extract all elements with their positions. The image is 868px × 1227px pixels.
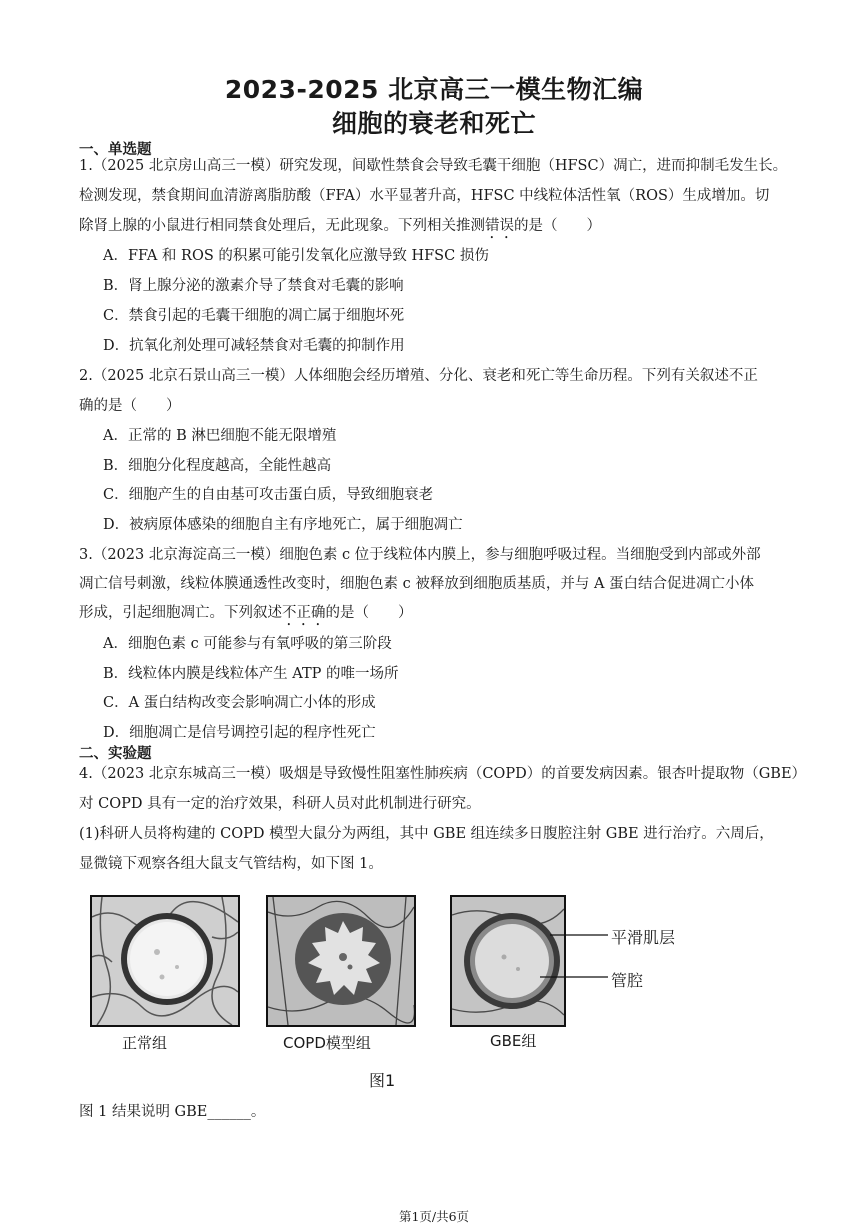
q2-stem-line1: 2.（2025 北京石景山高三一模）人体细胞会经历增殖、分化、衰老和死亡等生命历程。下列有关叙述不正 bbox=[79, 368, 758, 384]
q1-stem-tail: 的是（ ） bbox=[514, 218, 601, 234]
q3-stem-tail: 的是（ ） bbox=[325, 605, 413, 621]
q3-stem-line2: 凋亡信号刺激，线粒体膜通透性改变时，细胞色素 c 被释放到细胞质基质，并与 A 蛋白结合促进凋亡小体 bbox=[79, 576, 755, 592]
q1-stem-line3 bbox=[79, 214, 601, 242]
label-smooth-muscle: 平滑肌层 bbox=[611, 928, 676, 947]
q2-option-a: A．正常的 B 淋巴细胞不能无限增殖 bbox=[103, 428, 337, 444]
label-copd-group: COPD模型组 bbox=[283, 1034, 371, 1052]
q1-stem-line1: 1.（2025 北京房山高三一模）研究发现，间歇性禁食会导致毛囊干细胞（HFSC）凋亡，进而抑制毛发生长。 bbox=[79, 158, 788, 174]
q4-answer-line: 图 1 结果说明 GBE______。 bbox=[79, 1104, 266, 1120]
page-title: 2023-2025 北京高三一模生物汇编 bbox=[224, 75, 644, 104]
page-subtitle: 细胞的衰老和死亡 bbox=[331, 109, 536, 138]
q3-emphasis: 不正确 bbox=[282, 605, 326, 621]
q4-stem-line2: 对 COPD 具有一定的治疗效果，科研人员对此机制进行研究。 bbox=[79, 796, 481, 812]
micrograph-copd bbox=[266, 895, 416, 1027]
label-lumen: 管腔 bbox=[611, 971, 644, 990]
q3-stem-text: 形成，引起细胞凋亡。下列叙述 bbox=[79, 605, 282, 621]
q3-option-d: D．细胞凋亡是信号调控引起的程序性死亡 bbox=[103, 725, 376, 741]
micrograph-normal bbox=[90, 895, 240, 1027]
q3-option-c: C．A 蛋白结构改变会影响凋亡小体的形成 bbox=[103, 695, 376, 711]
page-number: 第1页/共6页 bbox=[398, 1209, 470, 1224]
q4-stem-line1: 4.（2023 北京东城高三一模）吸烟是导致慢性阻塞性肺疾病（COPD）的首要发病因素。银杏叶提取物（GBE） bbox=[79, 766, 807, 782]
q4-stem-line3: (1)科研人员将构建的 COPD 模型大鼠分为两组，其中 GBE 组连续多日腹腔注射 GBE 进行治疗。六周后， bbox=[79, 826, 774, 842]
q1-stem-line2: 检测发现，禁食期间血清游离脂肪酸（FFA）水平显著升高，HFSC 中线粒体活性氧（ROS）生成增加。切 bbox=[79, 188, 770, 204]
section-heading-single-choice: 一、单选题 bbox=[79, 142, 152, 158]
q4-stem-line4: 显微镜下观察各组大鼠支气管结构，如下图 1。 bbox=[79, 856, 383, 872]
q1-option-c: C．禁食引起的毛囊干细胞的凋亡属于细胞坏死 bbox=[103, 308, 405, 324]
q2-option-b: B．细胞分化程度越高，全能性越高 bbox=[103, 458, 332, 474]
label-normal-group: 正常组 bbox=[122, 1034, 168, 1052]
q2-stem-line2: 确的是（ ） bbox=[79, 398, 181, 414]
q3-stem-line1: 3.（2023 北京海淀高三一模）细胞色素 c 位于线粒体内膜上，参与细胞呼吸过程。当细胞受到内部或外部 bbox=[79, 547, 761, 563]
q1-option-b: B．肾上腺分泌的激素介导了禁食对毛囊的影响 bbox=[103, 278, 404, 294]
q1-option-a: A．FFA 和 ROS 的积累可能引发氧化应激导致 HFSC 损伤 bbox=[103, 248, 489, 264]
q3-stem-line3 bbox=[79, 601, 413, 629]
q1-option-d: D．抗氧化剂处理可减轻禁食对毛囊的抑制作用 bbox=[103, 338, 405, 354]
q2-option-d: D．被病原体感染的细胞自主有序地死亡，属于细胞凋亡 bbox=[103, 517, 463, 533]
section-heading-experiment: 二、实验题 bbox=[79, 746, 152, 762]
label-leader-lines bbox=[540, 925, 612, 985]
q3-option-b: B．线粒体内膜是线粒体产生 ATP 的唯一场所 bbox=[103, 666, 399, 682]
q3-option-a: A．细胞色素 c 可能参与有氧呼吸的第三阶段 bbox=[103, 636, 392, 652]
q1-emphasis: 错误 bbox=[485, 218, 514, 234]
q2-option-c: C．细胞产生的自由基可攻击蛋白质，导致细胞衰老 bbox=[103, 487, 434, 503]
figure-caption: 图1 bbox=[369, 1071, 396, 1090]
label-gbe-group: GBE组 bbox=[490, 1032, 537, 1050]
q1-stem-text: 除肾上腺的小鼠进行相同禁食处理后，无此现象。下列相关推测 bbox=[79, 218, 485, 234]
